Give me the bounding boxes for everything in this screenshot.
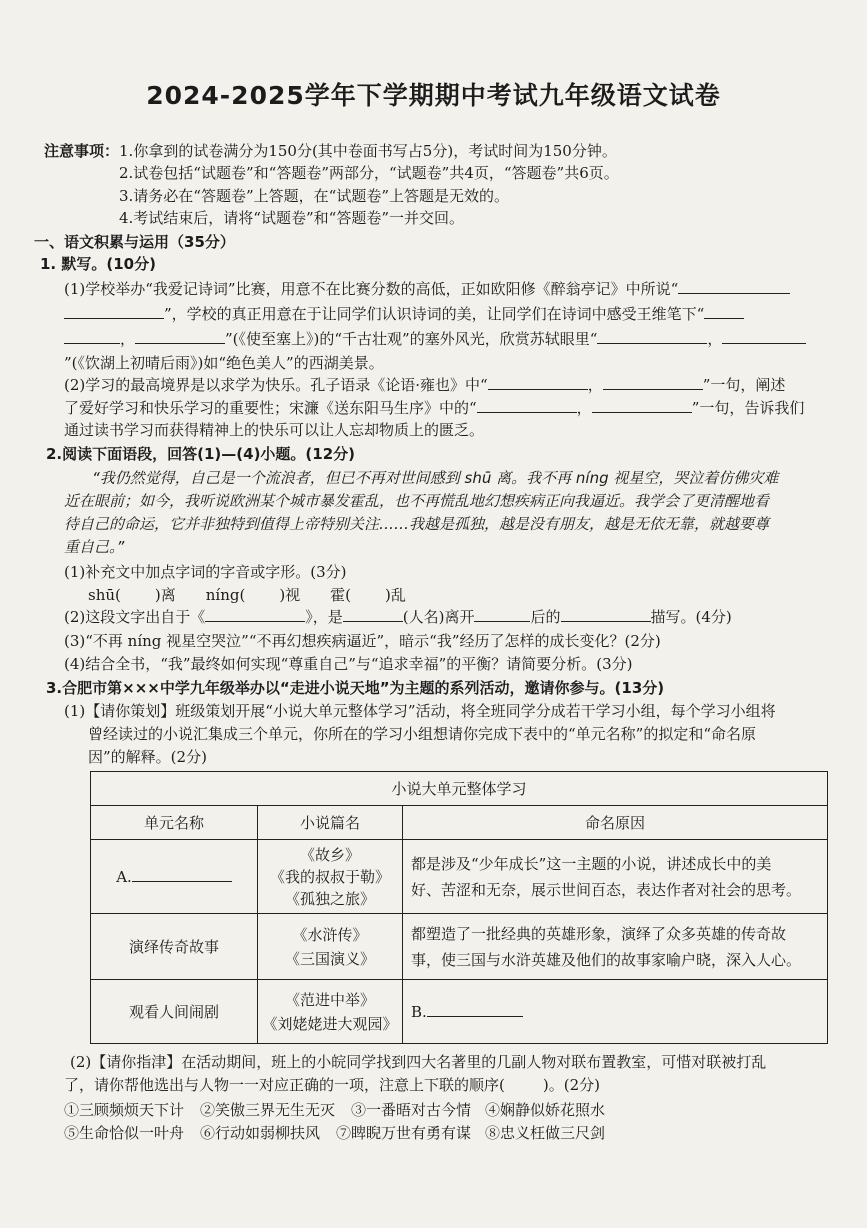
answer-blank[interactable]: [678, 279, 790, 294]
q2-fill-row: shū( )离 níng( )视 霍( )乱: [88, 586, 406, 604]
notice-item: 4.考试结束后，请将“试题卷”和“答题卷”一并交回。: [119, 209, 464, 227]
option-item: ③一番晤对古今情: [351, 1101, 472, 1119]
option-item: ⑥行动如弱柳扶风: [200, 1124, 321, 1142]
option-row: [64, 1099, 605, 1120]
option-item: ②笑傲三界无生无灭: [200, 1101, 336, 1119]
answer-blank[interactable]: [704, 304, 744, 319]
q3-text: (2)【请你指津】在活动期间，班上的小皖同学找到四大名著里的几副人物对联布置教室，可惜对联被打乱: [70, 1053, 767, 1071]
q3-text: 了，请你帮他选出与人物一一对应正确的一项，注意上下联的顺序( )。(2分): [64, 1076, 600, 1094]
passage-line: 待自己的命运，它并非独特到值得上帝特别关注……我越是孤独，越是没有朋友，越是无依无靠，就越要尊: [64, 515, 770, 533]
option-item: ⑦睥睨万世有勇有谋: [336, 1124, 472, 1142]
works-cell: 《故乡》 《我的叔叔于勒》 《孤独之旅》: [258, 840, 403, 914]
q1-text: ， ”(《使至塞上》)的“千古壮观”的塞外风光，欣赏苏轼眼里“ ，: [64, 329, 806, 349]
notice-item: 3.请务必在“答题卷”上答题，在“试题卷”上答题是无效的。: [119, 187, 509, 205]
table-header: 小说篇名: [258, 806, 403, 840]
notice-label: 注意事项：: [44, 142, 120, 160]
unit-table: [90, 771, 828, 1044]
answer-blank[interactable]: [474, 607, 530, 622]
answer-blank[interactable]: [343, 607, 403, 622]
q2-sub-3: (3)“不再 níng 视星空哭泣”“不再幻想疾病逼近”，暗示“我”经历了怎样的成长变化？(2分): [64, 632, 661, 650]
option-item: ①三顾频烦天下计: [64, 1101, 185, 1119]
q3-text: (1)【请你策划】班级策划开展“小说大单元整体学习”活动，将全班同学分成若干学习小组，每个学习小组将: [64, 702, 776, 720]
table-header: 单元名称: [91, 806, 258, 840]
q2-sub-1: (1)补充文中加点字词的字音或字形。(3分): [64, 563, 347, 581]
works-cell: 《水浒传》 《三国演义》: [258, 914, 403, 980]
answer-blank[interactable]: [427, 1002, 523, 1017]
passage-line: 重自己。”: [64, 538, 125, 556]
option-item: ⑤生命恰似一叶舟: [64, 1124, 185, 1142]
answer-blank[interactable]: [561, 607, 651, 622]
question-3-heading: 3.合肥市第×××中学九年级举办以“走进小说天地”为主题的系列活动，邀请你参与。(13分): [46, 679, 665, 697]
option-item: ④娴静似娇花照水: [485, 1101, 606, 1119]
answer-blank[interactable]: [135, 329, 225, 344]
notice-item: 2.试卷包括“试题卷”和“答题卷”两部分，“试题卷”共4页，“答题卷”共6页。: [119, 164, 619, 182]
option-row: [64, 1122, 605, 1143]
answer-blank[interactable]: [592, 398, 692, 413]
q1-text: (2)学习的最高境界是以求学为快乐。孔子语录《论语·雍也》中“ ， ”一句，阐述: [64, 376, 786, 394]
q1-text: ”，学校的真正用意在于让同学们认识诗词的美，让同学们在诗词中感受王维笔下“: [64, 304, 744, 324]
passage-line: 近在眼前；如今，我听说欧洲某个城市暴发霍乱，也不再慌乱地幻想疾病正向我逼近。我学会了更清醒地看: [64, 492, 770, 510]
unit-name-cell: A.: [91, 840, 258, 914]
answer-blank[interactable]: [722, 329, 806, 344]
table-row: [91, 914, 828, 980]
q1-text: ”(《饮湖上初晴后雨》)如“绝色美人”的西湖美景。: [64, 354, 384, 372]
answer-blank[interactable]: [603, 375, 703, 390]
answer-blank[interactable]: [597, 329, 707, 344]
notice-line-1: [44, 141, 617, 161]
page-title: 2024-2025学年下学期期中考试九年级语文试卷: [146, 81, 721, 110]
q3-text: 曾经读过的小说汇集成三个单元，你所在的学习小组想请你完成下表中的“单元名称”的拟定和“命名原: [88, 725, 757, 743]
table-row: [91, 840, 828, 914]
reason-cell: B.: [403, 980, 828, 1044]
q1-text: 通过读书学习而获得精神上的快乐可以让人忘却物质上的匮乏。: [64, 421, 485, 439]
works-cell: 《范进中举》 《刘姥姥进大观园》: [258, 980, 403, 1044]
reason-cell: 都塑造了一批经典的英雄形象，演绎了众多英雄的传奇故 事，使三国与水浒英雄及他们的故事家喻户晓，深入人心。: [403, 914, 828, 980]
notice-item: 1.你拿到的试卷满分为150分(其中卷面书写占5分)，考试时间为150分钟。: [119, 142, 617, 160]
passage-line: “我仍然觉得，自己是一个流浪者，但已不再对世间感到 shū 离。我不再 níng 视星空，哭泣着仿佛灾难: [92, 469, 779, 487]
question-2-heading: 2.阅读下面语段，回答(1)—(4)小题。(12分): [46, 445, 356, 463]
answer-blank[interactable]: [205, 607, 305, 622]
q3-text: 因”的解释。(2分): [88, 748, 207, 766]
answer-blank[interactable]: [64, 329, 120, 344]
reason-cell: 都是涉及“少年成长”这一主题的小说，讲述成长中的美 好、苦涩和无奈，展示世间百态，表达作者对社会的思考。: [403, 840, 828, 914]
option-item: ⑧忠义枉做三尺剑: [485, 1124, 606, 1142]
table-caption: 小说大单元整体学习: [91, 772, 828, 806]
unit-name-cell: 观看人间闹剧: [91, 980, 258, 1044]
q2-sub-4: (4)结合全书，“我”最终如何实现“尊重自己”与“追求幸福”的平衡？请简要分析。(3分): [64, 655, 633, 673]
q1-text: 了爱好学习和快乐学习的重要性；宋濂《送东阳马生序》中的“ ， ”一句，告诉我们: [64, 399, 805, 417]
question-1-heading: 1. 默写。(10分): [40, 255, 156, 273]
answer-blank[interactable]: [64, 304, 164, 319]
table-row: [91, 980, 828, 1044]
answer-blank[interactable]: [132, 867, 232, 882]
answer-blank[interactable]: [488, 375, 588, 390]
q2-sub-2: (2)这段文字出自于《 》，是 (人名)离开 后的 描写。(4分): [64, 608, 732, 626]
unit-name-cell: 演绎传奇故事: [91, 914, 258, 980]
q1-text: (1)学校举办“我爱记诗词”比赛，用意不在比赛分数的高低，正如欧阳修《醉翁亭记》中所说“: [64, 279, 790, 299]
table-header: 命名原因: [403, 806, 828, 840]
answer-blank[interactable]: [477, 398, 577, 413]
section-heading: 一、语文积累与运用（35分）: [34, 233, 235, 251]
